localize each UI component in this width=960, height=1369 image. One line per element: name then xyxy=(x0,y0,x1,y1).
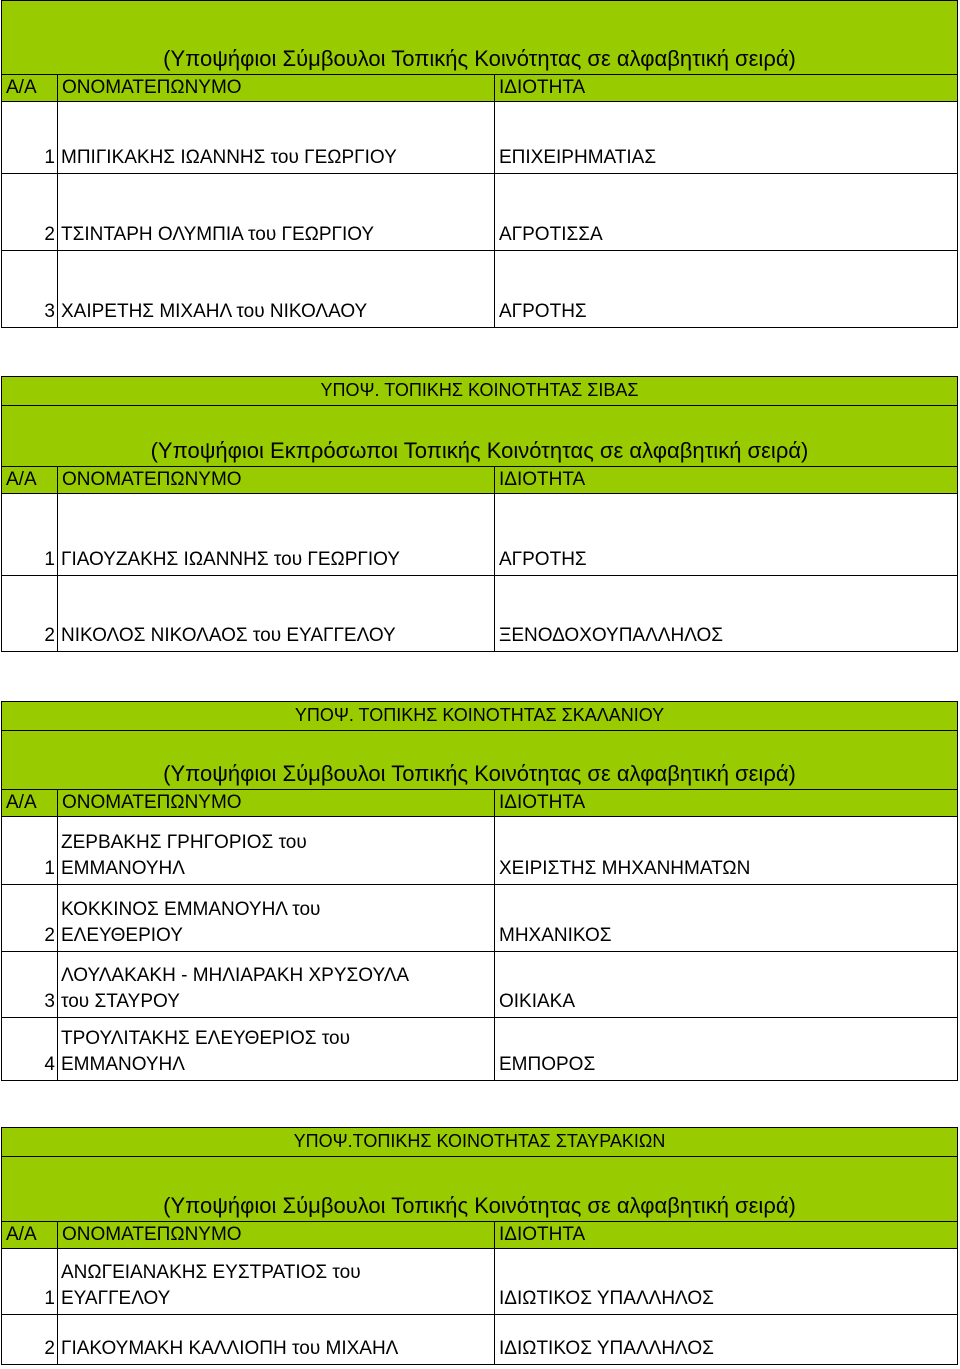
row-occupation: ΙΔΙΩΤΙΚΟΣ ΥΠΑΛΛΗΛΟΣ xyxy=(495,1249,958,1315)
col-header-name: ΟΝΟΜΑΤΕΠΩΝΥΜΟ xyxy=(58,75,495,102)
row-num: 2 xyxy=(2,885,58,952)
row-name: ΤΣΙΝΤΑΡΗ ΟΛΥΜΠΙΑ του ΓΕΩΡΓΙΟΥ xyxy=(58,174,495,251)
row-occupation: ΟΙΚΙΑΚΑ xyxy=(495,952,958,1018)
row-name: ΖΕΡΒΑΚΗΣ ΓΡΗΓΟΡΙΟΣ του ΕΜΜΑΝΟΥΗΛ xyxy=(58,817,495,885)
table-row xyxy=(2,174,958,251)
row-occupation: ΑΓΡΟΤΗΣ xyxy=(495,251,958,328)
row-num: 4 xyxy=(2,1018,58,1081)
col-header-num: Α/Α xyxy=(2,1222,58,1249)
row-name: ΧΑΙΡΕΤΗΣ ΜΙΧΑΗΛ του ΝΙΚΟΛΑΟΥ xyxy=(58,251,495,328)
row-occupation: ΙΔΙΩΤΙΚΟΣ ΥΠΑΛΛΗΛΟΣ xyxy=(495,1315,958,1365)
row-num: 2 xyxy=(2,1315,58,1365)
district-title: ΥΠΟΨ. ΤΟΠΙΚΗΣ ΚΟΙΝΟΤΗΤΑΣ ΣΚΑΛΑΝΙΟΥ xyxy=(2,702,958,731)
col-header-num: Α/Α xyxy=(2,75,58,102)
table-row xyxy=(2,817,958,885)
table-row xyxy=(2,1249,958,1315)
row-num: 1 xyxy=(2,102,58,174)
row-occupation: ΜΗΧΑΝΙΚΟΣ xyxy=(495,885,958,952)
row-num: 1 xyxy=(2,494,58,576)
row-occupation: ΕΠΙΧΕΙΡΗΜΑΤΙΑΣ xyxy=(495,102,958,174)
table-row xyxy=(2,576,958,652)
row-occupation: ΞΕΝΟΔΟΧΟΥΠΑΛΛΗΛΟΣ xyxy=(495,576,958,652)
section-subtitle: (Υποψήφιοι Σύμβουλοι Τοπικής Κοινότητας σε αλφαβητική σειρά) xyxy=(2,1,958,75)
row-name: ΑΝΩΓΕΙΑΝΑΚΗΣ ΕΥΣΤΡΑΤΙΟΣ του ΕΥΑΓΓΕΛΟΥ xyxy=(58,1249,495,1315)
row-name: ΓΙΑΚΟΥΜΑΚΗ ΚΑΛΛΙΟΠΗ του ΜΙΧΑΗΛ xyxy=(58,1315,495,1365)
col-header-name: ΟΝΟΜΑΤΕΠΩΝΥΜΟ xyxy=(58,1222,495,1249)
row-occupation: ΧΕΙΡΙΣΤΗΣ ΜΗΧΑΝΗΜΑΤΩΝ xyxy=(495,817,958,885)
row-num: 3 xyxy=(2,952,58,1018)
row-occupation: ΕΜΠΟΡΟΣ xyxy=(495,1018,958,1081)
col-header-occupation: ΙΔΙΟΤΗΤΑ xyxy=(495,1222,958,1249)
table-row xyxy=(2,494,958,576)
section-3 xyxy=(1,701,958,1081)
district-title: ΥΠΟΨ.ΤΟΠΙΚΗΣ ΚΟΙΝΟΤΗΤΑΣ ΣΤΑΥΡΑΚΙΩΝ xyxy=(2,1128,958,1157)
row-name: ΤΡΟΥΛΙΤΑΚΗΣ ΕΛΕΥΘΕΡΙΟΣ του ΕΜΜΑΝΟΥΗΛ xyxy=(58,1018,495,1081)
table-row xyxy=(2,102,958,174)
row-name: ΚΟΚΚΙΝΟΣ ΕΜΜΑΝΟΥΗΛ του ΕΛΕΥΘΕΡΙΟΥ xyxy=(58,885,495,952)
table-row xyxy=(2,1018,958,1081)
section-subtitle: (Υποψήφιοι Σύμβουλοι Τοπικής Κοινότητας σε αλφαβητική σειρά) xyxy=(2,1157,958,1222)
row-name: ΛΟΥΛΑΚΑΚΗ - ΜΗΛΙΑΡΑΚΗ ΧΡΥΣΟΥΛΑ του ΣΤΑΥΡΟΥ xyxy=(58,952,495,1018)
row-name: ΓΙΑΟΥΖΑΚΗΣ ΙΩΑΝΝΗΣ του ΓΕΩΡΓΙΟΥ xyxy=(58,494,495,576)
section-subtitle: (Υποψήφιοι Σύμβουλοι Τοπικής Κοινότητας σε αλφαβητική σειρά) xyxy=(2,731,958,790)
row-num: 3 xyxy=(2,251,58,328)
col-header-occupation: ΙΔΙΟΤΗΤΑ xyxy=(495,75,958,102)
col-header-num: Α/Α xyxy=(2,467,58,494)
row-occupation: ΑΓΡΟΤΗΣ xyxy=(495,494,958,576)
table-row xyxy=(2,952,958,1018)
section-2 xyxy=(1,376,958,652)
row-name: ΝΙΚΟΛΟΣ ΝΙΚΟΛΑΟΣ του ΕΥΑΓΓΕΛΟΥ xyxy=(58,576,495,652)
row-num: 1 xyxy=(2,817,58,885)
section-4 xyxy=(1,1127,958,1365)
table-row xyxy=(2,251,958,328)
table-row xyxy=(2,885,958,952)
district-title: ΥΠΟΨ. ΤΟΠΙΚΗΣ ΚΟΙΝΟΤΗΤΑΣ ΣΙΒΑΣ xyxy=(2,377,958,406)
row-name: ΜΠΙΓΙΚΑΚΗΣ ΙΩΑΝΝΗΣ του ΓΕΩΡΓΙΟΥ xyxy=(58,102,495,174)
col-header-occupation: ΙΔΙΟΤΗΤΑ xyxy=(495,790,958,817)
col-header-num: Α/Α xyxy=(2,790,58,817)
col-header-occupation: ΙΔΙΟΤΗΤΑ xyxy=(495,467,958,494)
row-num: 2 xyxy=(2,174,58,251)
table-row xyxy=(2,1315,958,1365)
col-header-name: ΟΝΟΜΑΤΕΠΩΝΥΜΟ xyxy=(58,467,495,494)
row-num: 2 xyxy=(2,576,58,652)
section-1 xyxy=(1,0,958,328)
row-occupation: ΑΓΡΟΤΙΣΣΑ xyxy=(495,174,958,251)
row-num: 1 xyxy=(2,1249,58,1315)
section-subtitle: (Υποψήφιοι Εκπρόσωποι Τοπικής Κοινότητας σε αλφαβητική σειρά) xyxy=(2,406,958,467)
col-header-name: ΟΝΟΜΑΤΕΠΩΝΥΜΟ xyxy=(58,790,495,817)
